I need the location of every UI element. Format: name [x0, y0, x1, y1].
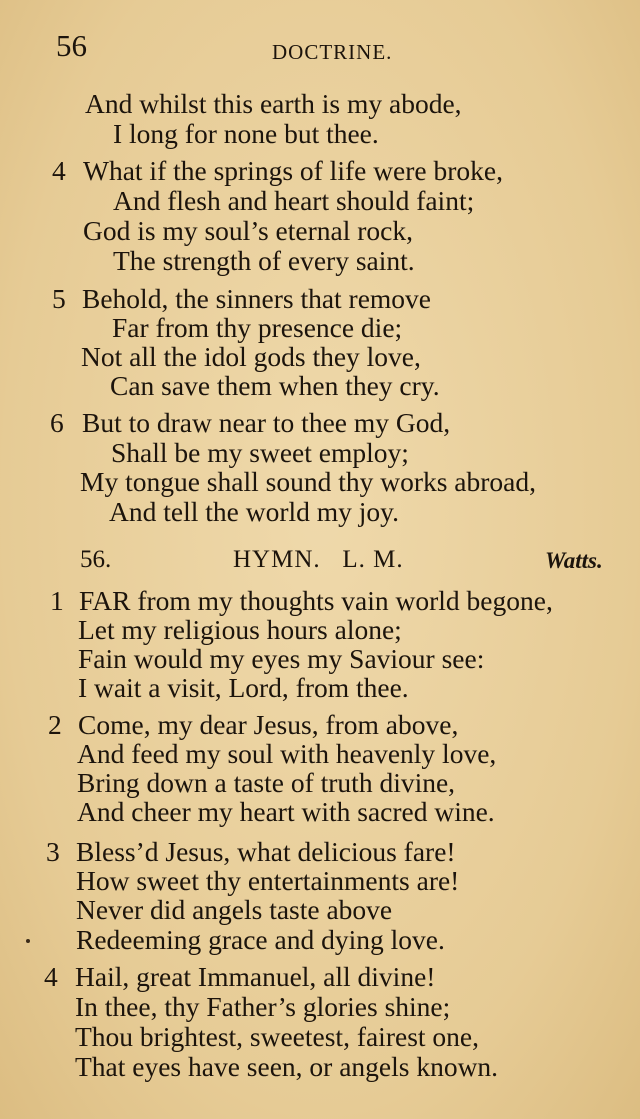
- verse-line: FAR from my thoughts vain world begone,: [79, 585, 553, 616]
- verse-line: Far from thy presence die;: [112, 312, 403, 343]
- hymn-title: HYMN. L. M.: [233, 546, 404, 573]
- verse-line: Redeeming grace and dying love.: [76, 924, 445, 955]
- verse-line: And feed my soul with heavenly love,: [77, 738, 497, 769]
- verse-number: 1: [50, 585, 64, 616]
- verse-line: Behold, the sinners that remove: [82, 283, 432, 314]
- ink-speck: [26, 939, 30, 943]
- verse-line: In thee, thy Father’s glories shine;: [75, 991, 451, 1022]
- verse-line: Hail, great Immanuel, all divine!: [75, 961, 436, 992]
- verse-line: And tell the world my joy.: [109, 496, 399, 527]
- verse-line: Not all the idol gods they love,: [81, 341, 421, 372]
- verse-number: 3: [46, 836, 60, 867]
- verse-line: God is my soul’s eternal rock,: [83, 215, 413, 246]
- verse-line: My tongue shall sound thy works abroad,: [80, 466, 536, 497]
- verse-line: What if the springs of life were broke,: [83, 155, 503, 186]
- verse-line: I wait a visit, Lord, from thee.: [78, 672, 409, 703]
- verse-line: Never did angels taste above: [76, 894, 393, 925]
- verse-number: 6: [50, 407, 64, 438]
- hymn-author: Watts.: [545, 548, 603, 573]
- verse-line: Let my religious hours alone;: [78, 614, 402, 645]
- verse-number: 4: [52, 155, 66, 186]
- verse-line: Shall be my sweet employ;: [111, 437, 409, 468]
- verse-line: That eyes have seen, or angels known.: [75, 1051, 499, 1082]
- running-head: DOCTRINE.: [272, 40, 393, 64]
- verse-number: 5: [52, 283, 66, 314]
- hymn-heading: [0, 546, 640, 580]
- verse-line: Bless’d Jesus, what delicious fare!: [76, 836, 456, 867]
- verse-line: Come, my dear Jesus, from above,: [78, 709, 459, 740]
- verse-line: The strength of every saint.: [113, 245, 415, 276]
- verse-number: 2: [48, 709, 62, 740]
- verse-line: Thou brightest, sweetest, fairest one,: [75, 1021, 479, 1052]
- verse-line: And flesh and heart should faint;: [113, 185, 475, 216]
- verse-line: How sweet thy entertainments are!: [76, 865, 460, 896]
- verse-line: Bring down a taste of truth divine,: [77, 767, 456, 798]
- hymn-number: 56.: [80, 546, 112, 573]
- page-header: [56, 28, 614, 68]
- verse-line: And cheer my heart with sacred wine.: [77, 796, 495, 827]
- page-number: 56: [56, 28, 87, 63]
- verse-number: 4: [44, 961, 58, 992]
- verse-line: I long for none but thee.: [113, 118, 379, 149]
- verse-line: Fain would my eyes my Saviour see:: [78, 643, 485, 674]
- verse-line: Can save them when they cry.: [110, 370, 440, 401]
- verse-line: But to draw near to thee my God,: [82, 407, 451, 438]
- verse-line: And whilst this earth is my abode,: [85, 88, 462, 119]
